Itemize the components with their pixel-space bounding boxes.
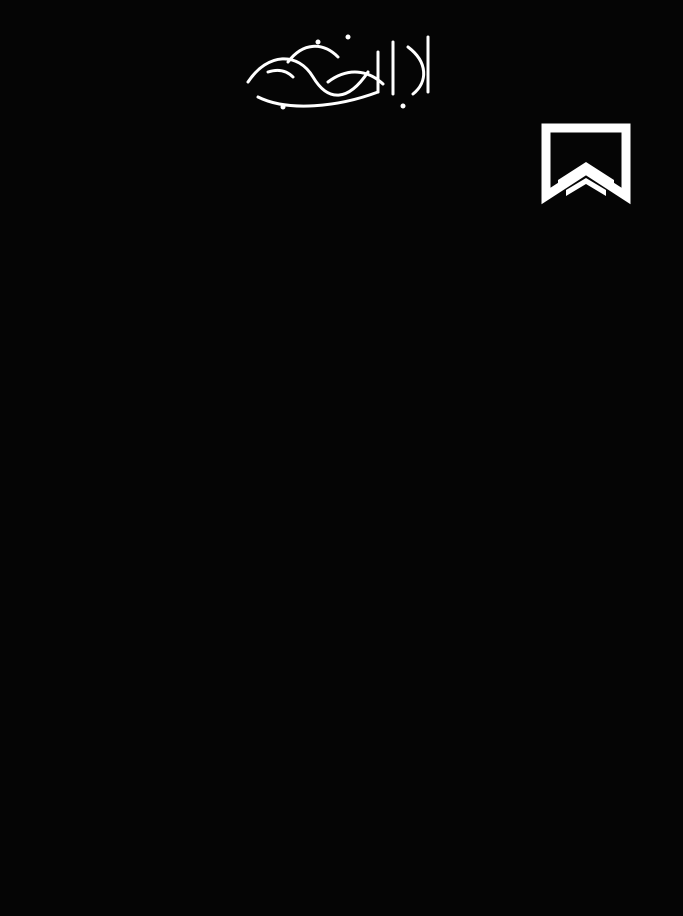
bottom-ornament-border: [8, 823, 675, 843]
organization-logo: [536, 118, 636, 210]
calligraphy-image: [228, 22, 460, 118]
